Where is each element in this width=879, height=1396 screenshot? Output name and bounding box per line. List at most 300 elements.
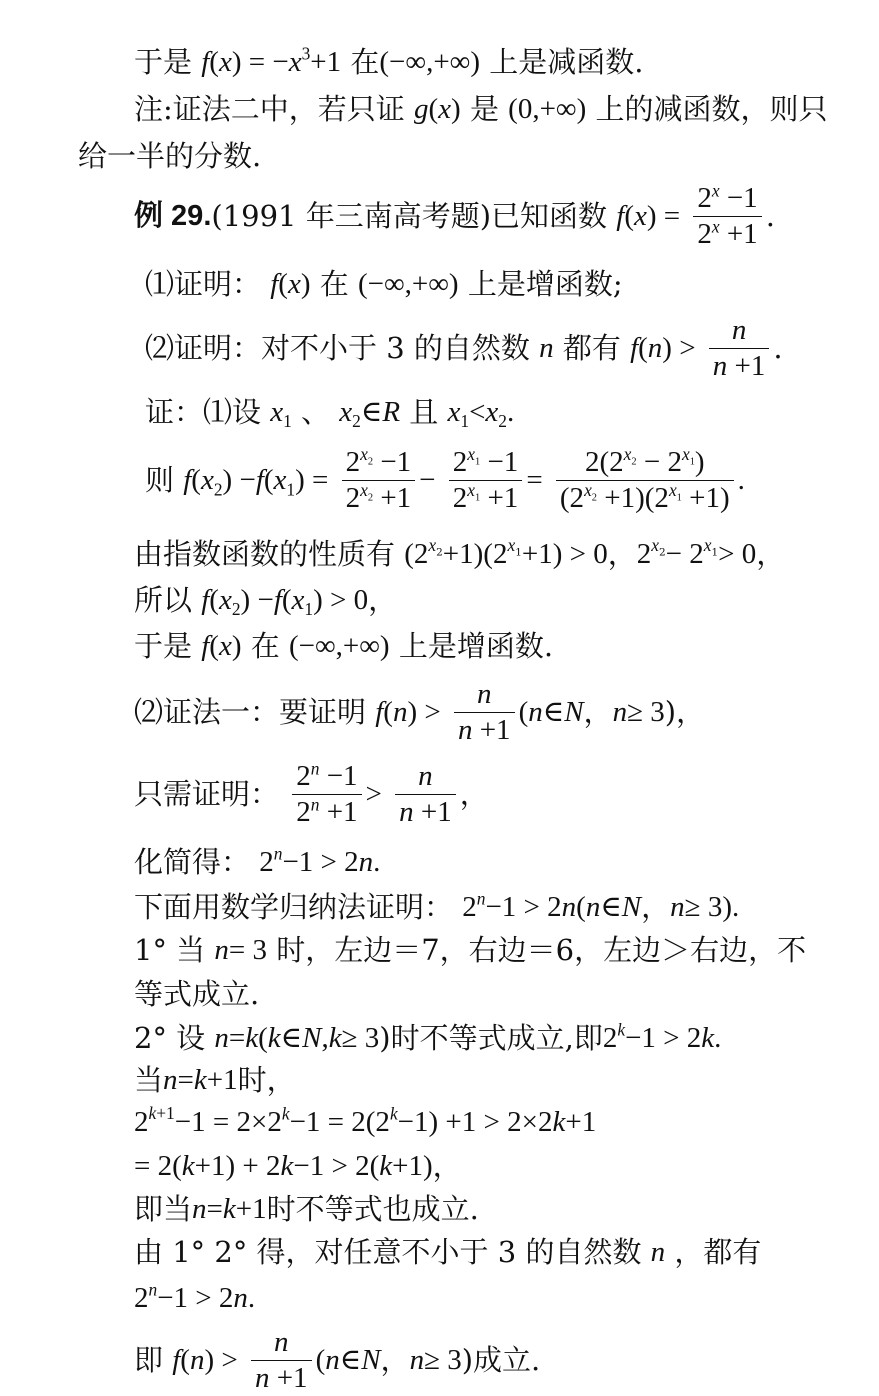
math: n [409, 1344, 425, 1376]
math: x [633, 200, 647, 232]
math: +1) [392, 1149, 433, 1182]
math: x [651, 535, 659, 556]
math: (0,+∞) [508, 92, 587, 125]
text: 都有 [562, 331, 621, 365]
math: 1 [474, 492, 481, 504]
math: ∈ [542, 696, 565, 728]
math: x [218, 629, 232, 662]
math: +1 [310, 45, 342, 78]
text-line [134, 680, 705, 745]
math: n [274, 1326, 289, 1358]
math: n [310, 794, 320, 815]
math: x [428, 535, 437, 556]
math: +1 [373, 482, 412, 514]
text: 则 [145, 463, 175, 497]
math: (−∞,+∞) [379, 45, 481, 78]
math: k [222, 1192, 236, 1225]
math: −1 > 2( [293, 1149, 380, 1182]
math: 2 [462, 890, 477, 923]
math: x [447, 395, 461, 428]
math: k [148, 1103, 157, 1124]
math: 2 [436, 546, 443, 559]
math: 3 [301, 43, 311, 64]
text-line [134, 888, 740, 924]
text: 于是 [134, 628, 193, 663]
math: 2(2 [584, 446, 624, 478]
math: 2 [296, 796, 311, 828]
math: ) − [240, 583, 274, 616]
math: ) [451, 92, 461, 125]
math: 2 [231, 598, 241, 619]
math: 2 [631, 456, 637, 468]
math: n [476, 888, 486, 909]
math: f [201, 583, 210, 616]
math: k [245, 1021, 259, 1054]
fraction [395, 762, 456, 827]
math: x [703, 535, 712, 556]
math: ) = [295, 464, 329, 496]
math: f [375, 696, 384, 728]
text: 当 [134, 1062, 164, 1097]
math: k [701, 1021, 715, 1054]
math: n [650, 1235, 666, 1268]
text: ， [756, 536, 786, 571]
math: ( [576, 890, 586, 923]
math: f [616, 200, 625, 232]
math: f [630, 332, 639, 364]
math: 2 [658, 546, 666, 559]
math: n [163, 1063, 178, 1096]
math: x [360, 444, 368, 465]
math: (−∞,+∞) [288, 629, 390, 662]
math: (2 [404, 537, 429, 570]
text: 上是增函数. [398, 628, 554, 663]
math: ). [722, 890, 740, 923]
math: n [539, 332, 554, 364]
math: ( [638, 332, 648, 364]
math: ( [180, 1344, 190, 1376]
math: n [233, 1281, 248, 1314]
text: 化简得： [134, 844, 251, 879]
text-line [134, 1279, 256, 1314]
math: ( [278, 267, 288, 300]
math: 2 [213, 479, 223, 500]
example-heading [134, 180, 775, 250]
math: ( [209, 629, 219, 662]
text: 在 [250, 628, 280, 663]
math: 1 [283, 410, 292, 431]
math: −1 [373, 446, 412, 478]
text-line [134, 582, 398, 619]
math: n [310, 758, 320, 779]
math: = [228, 1021, 246, 1054]
text: 上是增函数; [467, 266, 623, 301]
text: 只需证明： [134, 777, 280, 811]
math: x [584, 480, 592, 501]
math: N [564, 696, 584, 728]
math: ( [428, 92, 439, 125]
math: +1)(2 [442, 537, 508, 570]
math: −1 [719, 182, 758, 214]
text-line [134, 843, 381, 879]
text: ， [368, 582, 398, 617]
math: − 2 [665, 537, 704, 570]
text: ， [607, 536, 637, 571]
math: −1 = 2(2 [289, 1105, 390, 1138]
math: ) > [662, 332, 696, 364]
math: +1)(2 [597, 482, 669, 514]
math: +1 [156, 1103, 175, 1124]
math: − [419, 464, 436, 496]
math: 2 [345, 446, 361, 478]
math: n [670, 890, 685, 923]
math: x [200, 464, 214, 496]
math: 1 [286, 479, 296, 500]
text: ⑵证明：对不小于 3 的自然数 [145, 331, 530, 365]
fraction [342, 444, 416, 514]
text: 即当 [134, 1191, 193, 1226]
math: x [507, 535, 516, 556]
math: (−∞,+∞) [357, 267, 459, 300]
text: 给一半的分数. [78, 138, 262, 173]
math: 2 [591, 492, 598, 504]
text-line [134, 978, 259, 1009]
fraction [251, 1328, 312, 1393]
math: 2 [367, 456, 374, 468]
text-line [134, 535, 786, 571]
math: k [181, 1149, 195, 1182]
math: x [711, 216, 720, 237]
text-line [145, 444, 745, 514]
math: n [399, 796, 414, 828]
fraction [292, 758, 361, 828]
text: 由 1° 2° 得，对任意不小于 3 的自然数 [134, 1234, 642, 1269]
math: k [281, 1103, 290, 1124]
text: 时不等式也成立. [266, 1191, 479, 1226]
math: f [201, 45, 210, 78]
math: +1 [472, 714, 511, 746]
math: n [457, 714, 473, 746]
math: 2 [345, 482, 361, 514]
math: n [585, 890, 601, 923]
text-line [134, 43, 644, 79]
math: x [711, 180, 720, 201]
math: N [302, 1021, 322, 1054]
math: = [177, 1063, 194, 1096]
math: +1 [235, 1192, 267, 1225]
text: 、 [301, 394, 331, 429]
math: 2 [498, 410, 507, 431]
text: )成立. [461, 1343, 541, 1377]
math: (2 [559, 482, 585, 514]
math: 2 [452, 482, 468, 514]
math: −1 [319, 760, 358, 792]
math: +1 [565, 1105, 597, 1138]
math: = [206, 1192, 223, 1225]
text: 是 [469, 91, 499, 126]
math: 2 [452, 446, 468, 478]
math: n [647, 332, 663, 364]
math: ) [694, 446, 705, 478]
math: k [552, 1105, 566, 1138]
text-line [134, 1236, 761, 1267]
math: x [339, 395, 353, 428]
math: x [273, 464, 287, 496]
text: ， [641, 889, 671, 924]
text-line [134, 934, 806, 965]
math: n [254, 1362, 270, 1394]
text: 所以 [134, 582, 193, 617]
text: )时不等式成立,即 [379, 1020, 603, 1055]
math: 2 [697, 182, 712, 214]
math: f [270, 267, 279, 300]
text: 证：⑴设 [145, 394, 262, 429]
text: 时，左边＝7，右边＝6，左边＞右边，不 [276, 932, 807, 967]
math: > 0 [718, 537, 757, 570]
math: n [192, 1192, 207, 1225]
math: n [418, 760, 433, 792]
math: x [291, 583, 305, 616]
math: ) > 0 [313, 583, 369, 616]
math: k [193, 1063, 207, 1096]
math: f [255, 464, 264, 496]
fraction [693, 180, 761, 250]
text: 注:证法二中，若只证 [134, 91, 405, 126]
text: 即 [134, 1343, 164, 1377]
math: ( [518, 696, 529, 728]
math: −1 > 2 [282, 845, 359, 878]
text-line [78, 140, 261, 171]
text: 在 [319, 266, 349, 301]
text: 在 [350, 44, 380, 79]
text: 1° 当 [134, 932, 206, 967]
math: +1 [480, 482, 519, 514]
text: . [773, 331, 783, 365]
math: n [612, 696, 628, 728]
math: k [617, 1019, 626, 1040]
math: f [273, 583, 282, 616]
math: +1 [319, 796, 358, 828]
math: ≥ 3 [341, 1021, 380, 1054]
math: 2 [296, 760, 311, 792]
math: g [414, 92, 429, 125]
text-line [145, 394, 515, 431]
math: < [469, 395, 486, 428]
math: 2 [367, 492, 374, 504]
math: R [382, 395, 401, 428]
math: 1 [711, 546, 719, 559]
math: x [287, 267, 301, 300]
math: ( [209, 583, 219, 616]
math: n [712, 350, 728, 382]
math: k [280, 1149, 294, 1182]
math: +1 [727, 350, 766, 382]
math: f [172, 1344, 181, 1376]
math: x [485, 395, 499, 428]
text-line [134, 1193, 479, 1224]
math: 2 [134, 1281, 149, 1314]
math: 1 [474, 456, 481, 468]
math: x [681, 444, 690, 465]
math: n [561, 890, 577, 923]
math: 2 [602, 1021, 618, 1054]
math: ( [315, 1344, 326, 1376]
text-line [145, 316, 783, 381]
math: ( [383, 696, 393, 728]
math: +1 [206, 1063, 238, 1096]
math: n [731, 314, 747, 346]
math: x [467, 444, 475, 465]
math: − 2 [636, 446, 682, 478]
text: ， [432, 1148, 462, 1183]
text: 等式成立. [134, 976, 260, 1011]
math: 2 [636, 537, 652, 570]
math: ∈ [339, 1344, 362, 1376]
math: 2 [352, 410, 361, 431]
fraction [449, 444, 523, 514]
math: . [507, 395, 515, 428]
text: 由指数函数的性质有 [134, 536, 396, 571]
math: ) = − [231, 45, 289, 78]
text: 于是 [134, 44, 193, 79]
math: −1 > 2 [485, 890, 562, 923]
math: N [621, 890, 642, 923]
math: n [214, 1021, 229, 1054]
text-line [134, 93, 828, 124]
math: 2 [697, 218, 712, 250]
math: ) > [204, 1344, 238, 1376]
text: ， [583, 695, 613, 729]
text: ， [459, 777, 489, 811]
fraction [556, 444, 734, 514]
math: x [668, 480, 677, 501]
math: n [273, 843, 283, 864]
text: 时， [237, 1062, 296, 1097]
math: ( [191, 464, 201, 496]
text-line [134, 1019, 722, 1055]
math: 1 [460, 410, 470, 431]
math: n [214, 933, 229, 966]
math: = 3 [228, 933, 267, 966]
text-line [145, 268, 623, 299]
math: x [288, 45, 302, 78]
math: −1) +1 > 2×2 [397, 1105, 553, 1138]
math: ≥ 3 [627, 696, 665, 728]
math: . [737, 464, 745, 496]
math: −1 [480, 446, 519, 478]
text: ⑴证明： [145, 266, 262, 301]
text: . [765, 199, 775, 233]
text: 上的减函数，则只 [595, 91, 828, 126]
math: > [365, 778, 382, 810]
fraction [454, 680, 515, 745]
math: ∈ [600, 890, 622, 923]
math: −1 > 2 [157, 1281, 234, 1314]
math: k [328, 1021, 342, 1054]
math: ) − [222, 464, 256, 496]
text: ， [380, 1343, 410, 1377]
math: −1 = 2×2 [174, 1105, 282, 1138]
text: 上是减函数. [489, 44, 644, 79]
math: x [270, 395, 284, 428]
math: +1) > 0 [521, 537, 608, 570]
math: , [321, 1021, 329, 1054]
math: x [218, 45, 232, 78]
math: ( [624, 200, 634, 232]
math: ∈ [360, 395, 383, 428]
text-line [134, 758, 489, 828]
math: f [201, 629, 210, 662]
math: n [148, 1279, 158, 1300]
math: n [392, 696, 408, 728]
text: 2° 设 [134, 1020, 206, 1055]
math: 1 [689, 456, 695, 468]
example-number: 例 29. [134, 200, 212, 232]
math: 2 [134, 1105, 149, 1138]
math: n [325, 1344, 340, 1376]
math: ∈ [280, 1021, 303, 1054]
math: 2 [259, 845, 274, 878]
math: N [361, 1344, 381, 1376]
math: ≥ 3 [424, 1344, 462, 1376]
math: x [467, 480, 475, 501]
math: ( [258, 1021, 268, 1054]
text: 下面用数学归纳法证明： [134, 889, 454, 924]
math: ≥ 3 [684, 890, 723, 923]
math: k [379, 1149, 393, 1182]
math: n [528, 696, 543, 728]
math: x [360, 480, 368, 501]
math: +1) + 2 [194, 1149, 281, 1182]
math: k [267, 1021, 281, 1054]
math: n [358, 845, 374, 878]
math: . [247, 1281, 256, 1314]
text-line [134, 1328, 540, 1393]
math: +1 [269, 1362, 308, 1394]
math: ) [231, 629, 242, 662]
text-line [134, 1103, 597, 1138]
text-line [134, 1064, 296, 1095]
math: ) [300, 267, 311, 300]
math: . [373, 845, 381, 878]
math: 1 [304, 598, 314, 619]
math: ) = [646, 200, 681, 232]
math: −1 > 2 [625, 1021, 702, 1054]
math: x [218, 583, 232, 616]
math: ( [263, 464, 274, 496]
math: ( [209, 45, 219, 78]
text-line [134, 1150, 462, 1181]
text: )， [664, 695, 706, 729]
math: n [477, 678, 492, 710]
math: +1 [719, 218, 758, 250]
math: ) > [407, 696, 441, 728]
math: ( [281, 583, 292, 616]
math: . [714, 1021, 722, 1054]
text: ，都有 [674, 1234, 762, 1269]
math: x [623, 444, 632, 465]
fraction [709, 316, 770, 381]
math: n [189, 1344, 205, 1376]
math: +1 [413, 796, 452, 828]
math: = [526, 464, 543, 496]
text: (1991 年三南高考题)已知函数 [211, 199, 608, 233]
math: x [438, 92, 452, 125]
math: f [183, 464, 192, 496]
math: = 2( [134, 1149, 182, 1182]
text: ⑵证法一：要证明 [134, 695, 367, 729]
text: 且 [409, 394, 439, 429]
